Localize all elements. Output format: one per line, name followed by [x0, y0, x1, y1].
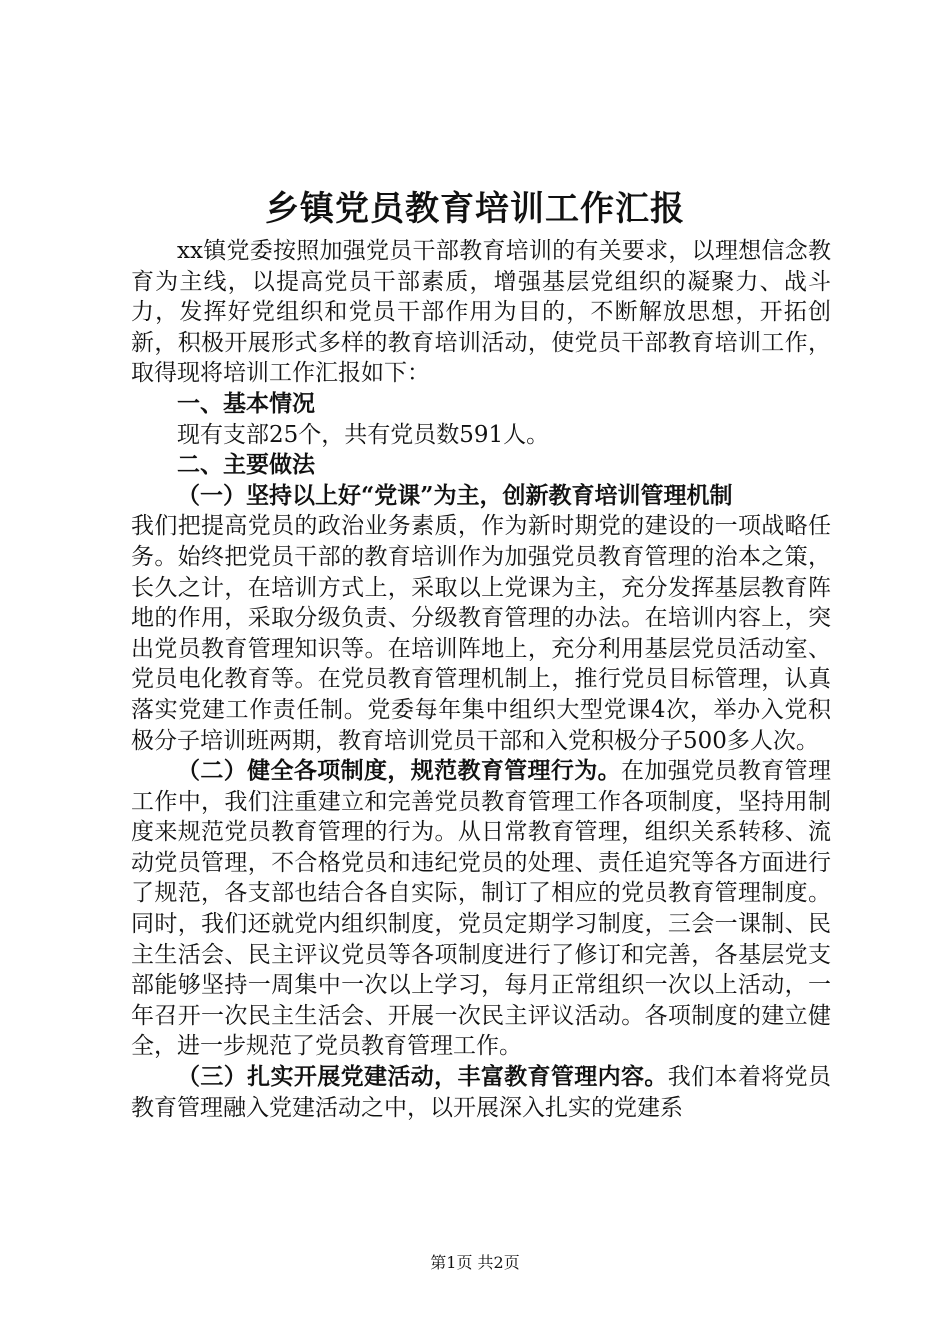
- item2-text: 在加强党员教育管理工作中，我们注重建立和完善党员教育管理工作各项制度，坚持用制度来规范党员教育管理的行为。从日常教育管理，组织关系转移、流动党员管理，不合格党员和违纪党员的处理、责任追究等各方面进行了规范，各支部也结合各自实际，制订了相应的党员教育管理制度。同时，我们还就党内组织制度，党员定期学习制度，三会一课制、民主生活会、民主评议党员等各项制度进行了修订和完善，各基层党支部能够坚持一周集中一次以上学习，每月正常组织一次以上活动，一年召开一次民主生活会、开展一次民主评议活动。各项制度的建立健全，进一步规范了党员教育管理工作。: [131, 758, 832, 1060]
- section-heading-practices: 二、主要做法: [177, 451, 315, 479]
- item2-paragraph: [131, 756, 831, 1062]
- item2-heading: （二）健全各项制度，规范教育管理行为。: [177, 757, 622, 785]
- item1-heading: （一）坚持以上好“党课”为主，创新教育培训管理机制: [177, 481, 733, 509]
- document-body: [131, 236, 831, 1123]
- item3-text: 我们本着将党员教育管理融入党建活动之中，以开展深入扎实的党建系: [131, 1064, 832, 1121]
- section-heading-basic: 一、基本情况: [177, 389, 315, 417]
- intro-paragraph: xx镇党委按照加强党员干部教育培训的有关要求，以理想信念教育为主线，以提高党员干部素质，增强基层党组织的凝聚力、战斗力，发挥好党组织和党员干部作用为目的，不断解放思想，开拓创新，积极开展形式多样的教育培训活动，使党员干部教育培训工作，取得现将培训工作汇报如下：: [131, 238, 831, 387]
- document-title: 乡镇党员教育培训工作汇报: [265, 189, 685, 229]
- page-footer: 第1页 共2页: [430, 1253, 520, 1272]
- item1-paragraph: 我们把提高党员的政治业务素质，作为新时期党的建设的一项战略任务。始终把党员干部的教育培训作为加强党员教育管理的治本之策，长久之计，在培训方式上，采取以上党课为主，充分发挥基层教育阵地的作用，采取分级负责、分级教育管理的办法。在培训内容上，突出党员教育管理知识等。在培训阵地上，充分利用基层党员活动室、党员电化教育等。在党员教育管理机制上，推行党员目标管理，认真落实党建工作责任制。党委每年集中组织大型党课4次，举办入党积极分子培训班两期，教育培训党员干部和入党积极分子500多人次。: [131, 513, 831, 754]
- item3-heading: （三）扎实开展党建活动，丰富教育管理内容。: [177, 1063, 668, 1091]
- item3-paragraph: [131, 1062, 831, 1123]
- basic-info-paragraph: 现有支部25个，共有党员数591人。: [177, 421, 550, 448]
